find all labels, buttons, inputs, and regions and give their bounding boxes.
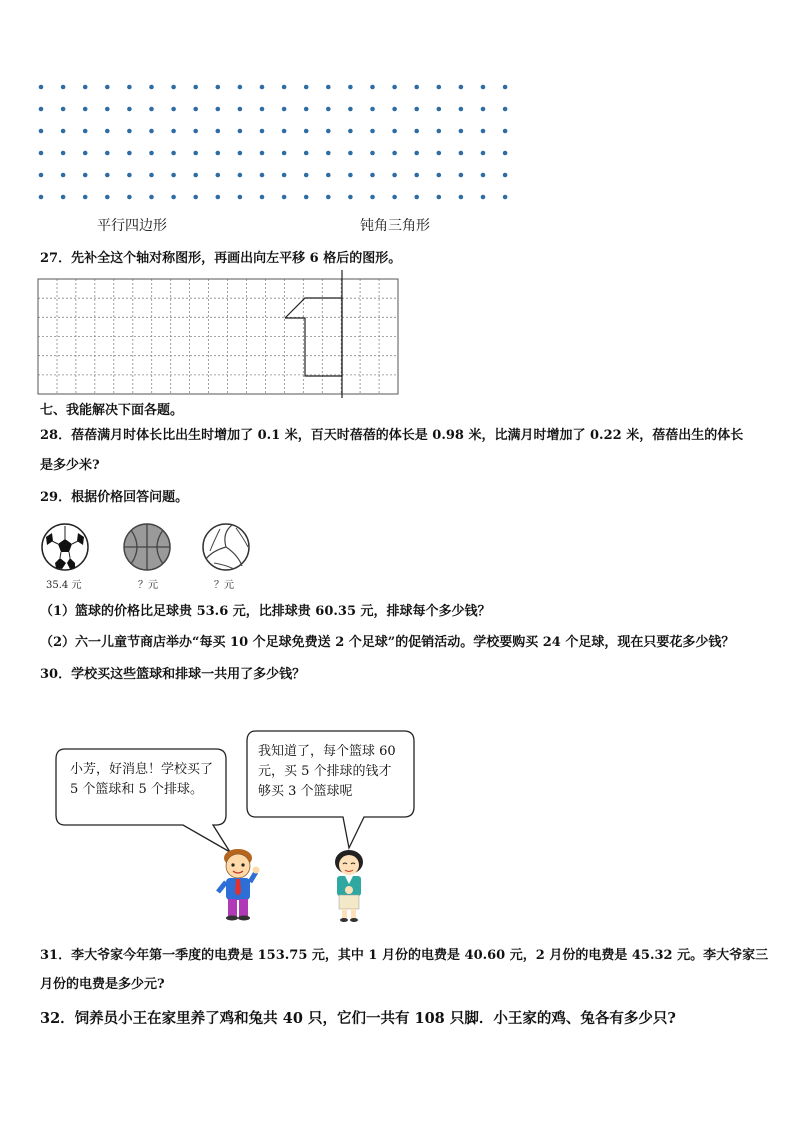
volleyball-price: ？元	[214, 580, 234, 591]
grid-dot	[193, 173, 198, 178]
grid-dot	[414, 85, 419, 90]
grid-dot	[171, 173, 176, 178]
grid-dot	[127, 195, 132, 200]
grid-dot	[238, 151, 243, 156]
grid-dot	[149, 151, 154, 156]
grid-dot	[348, 195, 353, 200]
question-28-line1: 28．蓓蓓满月时体长比出生时增加了 0.1 米，百天时蓓蓓的体长是 0.98 米，比满月时增加了 0.22 米，蓓蓓出生的体长	[40, 428, 744, 443]
boy-figure	[210, 848, 270, 928]
grid-dot	[260, 173, 265, 178]
grid-dot	[392, 173, 397, 178]
grid-dot	[193, 195, 198, 200]
grid-dot	[414, 129, 419, 134]
grid-dot	[260, 151, 265, 156]
grid-dot	[282, 107, 287, 112]
grid-dot	[437, 173, 442, 178]
grid-dot	[348, 85, 353, 90]
grid-dot	[171, 195, 176, 200]
soccer-ball-price: 35.4 元	[46, 580, 82, 591]
grid-dot	[193, 151, 198, 156]
grid-dot	[304, 173, 309, 178]
grid-dot	[392, 85, 397, 90]
square-grid	[0, 270, 794, 400]
grid-dot	[481, 85, 486, 90]
section-7-heading: 七、我能解决下面各题。	[40, 403, 184, 418]
grid-dot	[216, 107, 221, 112]
grid-dot	[348, 107, 353, 112]
grid-dot	[459, 151, 464, 156]
question-29: 29．根据价格回答问题。	[40, 490, 189, 505]
question-32: 32．饲养员小王在家里养了鸡和兔共 40 只，它们一共有 108 只脚．小王家的鸡、兔各有多少只?	[40, 1010, 676, 1027]
grid-dot	[127, 107, 132, 112]
grid-dot	[39, 85, 44, 90]
grid-dot	[260, 85, 265, 90]
grid-dot	[105, 107, 110, 112]
grid-dot	[83, 151, 88, 156]
grid-dot	[216, 151, 221, 156]
grid-dot	[437, 85, 442, 90]
grid-dot	[459, 195, 464, 200]
grid-dot	[481, 195, 486, 200]
grid-dot	[326, 85, 331, 90]
question-31-line1: 31．李大爷家今年第一季度的电费是 153.75 元，其中 1 月份的电费是 40.60 元，2 月份的电费是 45.32 元。李大爷家三	[40, 948, 769, 963]
grid-dot	[414, 195, 419, 200]
grid-dot	[392, 151, 397, 156]
grid-dot	[392, 107, 397, 112]
grid-dot	[61, 173, 66, 178]
half-figure	[285, 298, 342, 376]
grid-dot	[370, 173, 375, 178]
grid-dot	[437, 129, 442, 134]
grid-dot	[481, 129, 486, 134]
grid-dot	[216, 173, 221, 178]
grid-dot	[260, 129, 265, 134]
grid-dot	[238, 85, 243, 90]
grid-dot	[171, 129, 176, 134]
question-29-sub1: （1）篮球的价格比足球贵 53.6 元，比排球贵 60.35 元，排球每个多少钱？	[40, 604, 491, 619]
grid-dot	[83, 173, 88, 178]
grid-dot	[193, 129, 198, 134]
grid-dot	[61, 129, 66, 134]
obtuse-triangle-label: 钝角三角形	[360, 218, 430, 234]
grid-dot	[39, 129, 44, 134]
grid-dot	[260, 195, 265, 200]
grid-dot	[370, 107, 375, 112]
grid-dot	[437, 195, 442, 200]
grid-dot	[326, 129, 331, 134]
grid-dot	[370, 129, 375, 134]
grid-dot	[61, 195, 66, 200]
grid-dot	[216, 195, 221, 200]
grid-dot	[304, 129, 309, 134]
grid-dot	[459, 173, 464, 178]
grid-dot	[282, 151, 287, 156]
grid-dot	[326, 173, 331, 178]
grid-dot	[260, 107, 265, 112]
dot-grid	[0, 0, 794, 200]
grid-dot	[414, 173, 419, 178]
speech-bubble-left-text: 小芳，好消息！学校买了 5 个篮球和 5 个排球。	[70, 762, 214, 797]
grid-dot	[61, 151, 66, 156]
question-27: 27．先补全这个轴对称图形，再画出向左平移 6 格后的图形。	[40, 251, 402, 266]
grid-dot	[326, 151, 331, 156]
grid-dot	[459, 107, 464, 112]
grid-dot	[39, 151, 44, 156]
grid-dot	[61, 85, 66, 90]
grid-dot	[83, 107, 88, 112]
girl-figure	[327, 848, 377, 928]
grid-dot	[326, 195, 331, 200]
grid-dot	[282, 195, 287, 200]
question-29-sub2: （2）六一儿童节商店举办“每买 10 个足球免费送 2 个足球”的促销活动。学校要购买 24 个足球，现在只要花多少钱？	[40, 635, 735, 650]
grid-dot	[127, 173, 132, 178]
grid-dot	[392, 195, 397, 200]
question-31-line2: 月份的电费是多少元?	[40, 977, 165, 992]
grid-dot	[149, 107, 154, 112]
grid-dot	[83, 195, 88, 200]
grid-dot	[193, 107, 198, 112]
grid-dot	[459, 85, 464, 90]
grid-dot	[459, 129, 464, 134]
grid-dot	[503, 129, 508, 134]
question-28-line2: 是多少米?	[40, 458, 100, 473]
grid-dot	[370, 151, 375, 156]
grid-dot	[105, 173, 110, 178]
grid-dot	[216, 129, 221, 134]
grid-dot	[105, 129, 110, 134]
soccer-ball-icon	[41, 523, 91, 573]
grid-dot	[503, 107, 508, 112]
grid-dot	[149, 129, 154, 134]
grid-dot	[348, 173, 353, 178]
grid-dot	[238, 173, 243, 178]
grid-dot	[437, 107, 442, 112]
grid-dot	[348, 151, 353, 156]
grid-dot	[127, 85, 132, 90]
grid-dot	[481, 151, 486, 156]
grid-dot	[304, 107, 309, 112]
grid-dot	[414, 151, 419, 156]
grid-dot	[238, 129, 243, 134]
grid-dot	[193, 85, 198, 90]
grid-dot	[39, 173, 44, 178]
grid-dot	[127, 151, 132, 156]
grid-dot	[304, 151, 309, 156]
grid-dot	[282, 129, 287, 134]
question-30: 30．学校买这些篮球和排球一共用了多少钱？	[40, 667, 306, 682]
grid-dot	[481, 107, 486, 112]
grid-dot	[392, 129, 397, 134]
grid-dot	[171, 151, 176, 156]
grid-dot	[39, 107, 44, 112]
grid-dot	[105, 195, 110, 200]
grid-dot	[503, 85, 508, 90]
grid-dot	[105, 151, 110, 156]
grid-dot	[370, 195, 375, 200]
grid-dot	[149, 195, 154, 200]
grid-dot	[149, 173, 154, 178]
grid-dot	[216, 85, 221, 90]
grid-dot	[304, 85, 309, 90]
grid-dot	[503, 151, 508, 156]
basketball-price: ？元	[138, 580, 158, 591]
grid-dot	[437, 151, 442, 156]
grid-dot	[39, 195, 44, 200]
grid-dot	[414, 107, 419, 112]
grid-dot	[171, 107, 176, 112]
grid-dot	[304, 195, 309, 200]
grid-dot	[238, 195, 243, 200]
grid-dot	[61, 107, 66, 112]
grid-dot	[282, 85, 287, 90]
grid-dot	[127, 129, 132, 134]
grid-dot	[105, 85, 110, 90]
grid-dot	[503, 195, 508, 200]
volleyball-icon	[202, 523, 252, 573]
speech-bubble-right-text: 我知道了，每个篮球 60 元，买 5 个排球的钱才 够买 3 个篮球呢	[258, 744, 396, 799]
grid-dot	[481, 173, 486, 178]
grid-dot	[238, 107, 243, 112]
grid-dot	[171, 85, 176, 90]
grid-dot	[282, 173, 287, 178]
grid-dot	[83, 85, 88, 90]
grid-dot	[326, 107, 331, 112]
basketball-icon	[123, 523, 173, 573]
parallelogram-label: 平行四边形	[97, 218, 167, 234]
grid-dot	[370, 85, 375, 90]
grid-dot	[503, 173, 508, 178]
grid-dot	[149, 85, 154, 90]
grid-dot	[348, 129, 353, 134]
grid-dot	[83, 129, 88, 134]
